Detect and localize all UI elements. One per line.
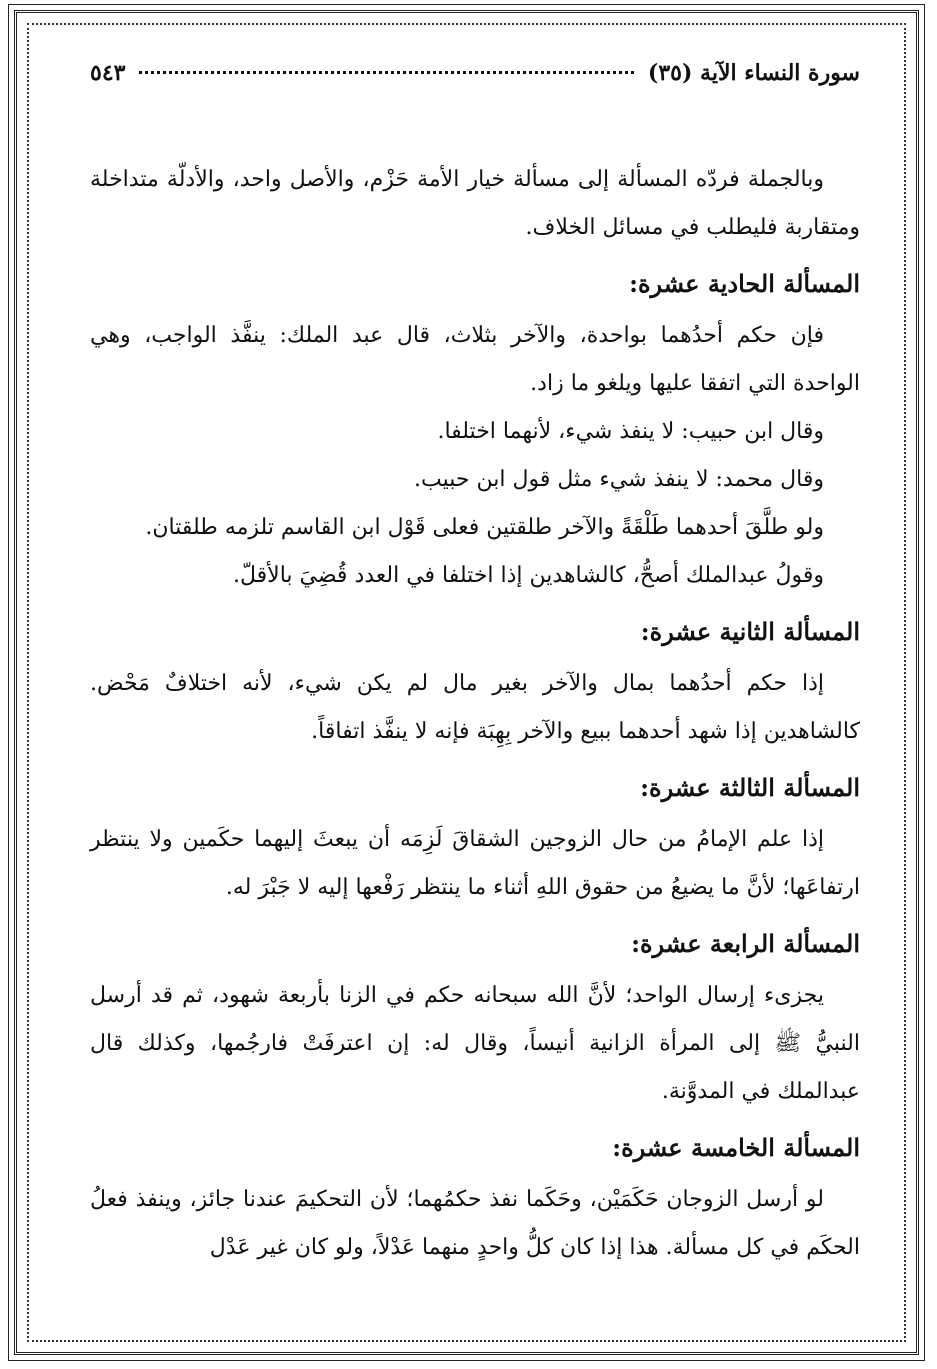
book-page <box>90 60 860 1335</box>
running-header-title: سورة النساء الآية (٣٥) <box>647 60 860 86</box>
paragraph: إذا علم الإمامُ من حال الزوجين الشقاقَ لَزِمَه أن يبعثَ إليهما حكَمين ولا ينتظر ارتفاعَها؛ لأنَّ ما يضيعُ من حقوق اللهِ أثناء ما ينتظر رَفْعها إليه لا جَبْرَ له. <box>90 827 860 900</box>
paragraph: فإن حكم أحدُهما بواحدة، والآخر بثلاث، قال عبد الملك: ينفَّذ الواجب، وهي الواحدة التي اتفقا عليها ويلغو ما زاد. <box>90 323 860 396</box>
section-12 <box>90 608 860 756</box>
section-13 <box>90 764 860 912</box>
section-heading: المسألة الثالثة عشرة: <box>640 773 860 802</box>
section-11 <box>90 260 860 600</box>
intro-block <box>90 156 860 252</box>
section-heading: المسألة الثانية عشرة: <box>640 617 860 646</box>
page-number: ٥٤٣ <box>90 60 126 86</box>
section-heading: المسألة الخامسة عشرة: <box>612 1133 860 1162</box>
paragraph: لو أرسل الزوجان حَكَمَيْن، وحَكَما نفذ حكمُهما؛ لأن التحكيمَ عندنا جائز، وينفذ فعلُ الحكَم في كل مسألة. هذا إذا كان كلُّ واحدٍ منهما عَدْلاً، ولو كان غير عَدْل <box>90 1187 860 1260</box>
section-15 <box>90 1124 860 1272</box>
paragraph: إذا حكم أحدُهما بمال والآخر بغير مال لم يكن شيء، لأنه اختلافٌ مَحْض. كالشاهدين إذا شهد أحدهما ببيع والآخر بِهِبَة فإنه لا ينفَّذ اتفاقاً. <box>90 671 860 744</box>
section-heading: المسألة الحادية عشرة: <box>629 269 860 298</box>
running-header <box>90 60 860 108</box>
section-heading: المسألة الرابعة عشرة: <box>631 929 860 958</box>
paragraph: وقال ابن حبيب: لا ينفذ شيء، لأنهما اختلفا. <box>437 419 824 444</box>
intro-paragraph: وبالجملة فردّه المسألة إلى مسألة خيار الأمة حَزْم، والأصل واحد، والأدلّة متداخلة ومتقاربة فليطلب في مسائل الخلاف. <box>90 167 860 240</box>
paragraph: وقولُ عبدالملك أصحُّ، كالشاهدين إذا اختلفا في العدد قُضِيَ بالأقلّ. <box>232 563 824 588</box>
page-content <box>90 156 860 1272</box>
paragraph: يجزىء إرسال الواحد؛ لأنَّ الله سبحانه حكم في الزنا بأربعة شهود، ثم قد أرسل النبيُّ ﷺ إلى المرأة الزانية أنيساً، وقال له: إن اعترفَتْ فارجُمها، وكذلك قال عبدالملك في المدوَّنة. <box>90 983 860 1104</box>
paragraph: ولو طلَّقَ أحدهما طَلْقَةً والآخر طلقتين فعلى قَوْل ابن القاسم تلزمه طلقتان. <box>145 515 824 540</box>
header-dotted-leader <box>139 71 633 74</box>
paragraph: وقال محمد: لا ينفذ شيء مثل قول ابن حبيب. <box>414 467 824 492</box>
section-14 <box>90 920 860 1116</box>
